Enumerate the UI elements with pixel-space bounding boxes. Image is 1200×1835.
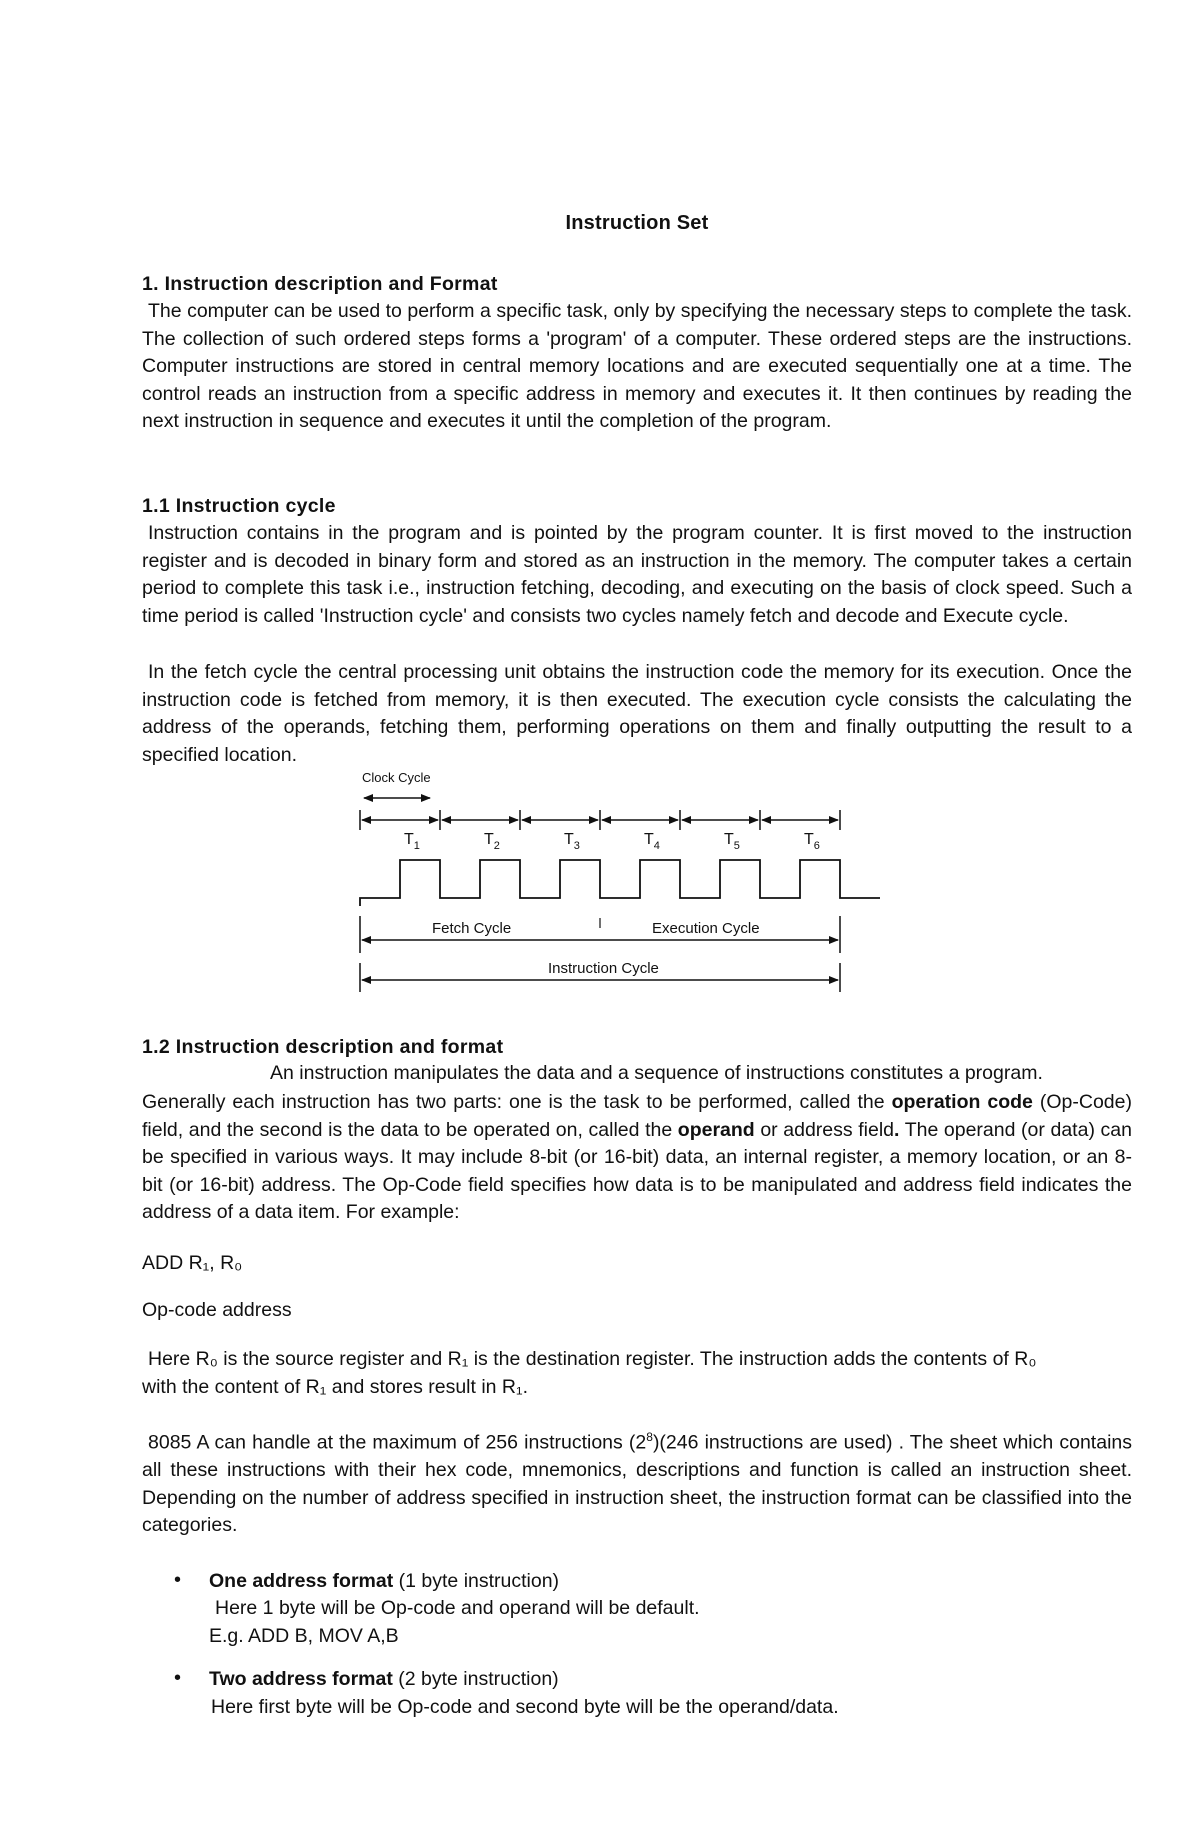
clock-cycle-label: Clock Cycle [362,770,431,785]
t4-label: $T_4$ [644,831,660,852]
t5-label: $T_5$ [724,831,740,852]
section-1-1-paragraph-2: In the fetch cycle the central processing unit obtains the instruction code the memory for its execution. Once the instruction code is fetched from memory, it is then executed. The execution cycle consists the calculating the address of the operands, fetching them, performing operations on them and finally outputting the result to a specified location. [142,661,1132,766]
bullet-marker: • [174,1569,182,1591]
section-1-2-heading: 1.2 Instruction description and format [142,1036,504,1058]
one-address-format-item: One address format (1 byte instruction) [209,1570,560,1592]
one-address-line-1: Here 1 byte will be Op-code and operand will be default. [215,1597,700,1619]
one-address-line-2: E.g. ADD B, MOV A,B [209,1625,399,1647]
instruction-cycle-diagram [352,768,1052,998]
t6-label: $T_6$ [804,831,820,852]
register-explanation-line-1: Here R₀ is the source register and R₁ is the destination register. The instruction adds the contents of R₀ [148,1348,1037,1370]
execution-cycle-label: Execution Cycle [652,920,760,937]
instruction-count-paragraph: 8085 A can handle at the maximum of 256 instructions $(2^8)(246$ instructions are used) . The sheet which contains all these instructions with their hex code, mnemonics, descriptions and function is called an instruction sheet. Depending on the number of address specified in instruction sheet, the instruction format can be classified into the categories. [142,1430,1132,1537]
t-state-arrows [360,810,840,830]
operand-term: operand [677,1118,755,1141]
section-1-heading: 1. Instruction description and Format [142,273,498,295]
fetch-cycle-label: Fetch Cycle [432,920,512,937]
two-address-format-item: Two address format (2 byte instruction) [209,1668,559,1690]
page-title: Instruction Set [565,212,709,234]
opcode-address-line: Op-code address [142,1299,292,1321]
two-address-line-1: Here first byte will be Op-code and second byte will be the operand/data. [211,1696,839,1718]
t1-label: $T_1$ [404,831,420,852]
clock-waveform [360,860,880,906]
example-instruction: ADD R₁, R₀ [142,1252,243,1274]
section-1-2-line-1: An instruction manipulates the data and a sequence of instructions constitutes a program. [270,1062,1043,1084]
t3-label: $T_3$ [564,831,580,852]
register-explanation-line-2: with the content of R₁ and stores result in R₁. [142,1376,529,1398]
t2-label: $T_2$ [484,831,500,852]
section-1-2-paragraph: Generally each instruction has two parts: one is the task to be performed, called the operation code (Op-Code) field, and the second is the data to be operated on, called the operand or address field. The operand (or data) can be specified in various ways. It may include 8-bit (or 16-bit) data, an internal register, a memory location, or an 8-bit (or 16-bit) address. The Op-Code field specifies how data is to be manipulated and address field indicates the address of a data item. For example: [142,1091,1132,1224]
section-1-paragraph: The computer can be used to perform a specific task, only by specifying the necessary steps to complete the task. The collection of such ordered steps forms a 'program' of a computer. These ordered steps are the instructions. Computer instructions are stored in central memory locations and are executed sequentially one at a time. The control reads an instruction from a specific address in memory and executes it. It then continues by reading the next instruction in sequence and executes it until the completion of the program. [142,300,1132,433]
operation-code-term: operation code [891,1091,1033,1113]
bullet-marker: • [174,1667,182,1689]
section-1-1-paragraph-1: Instruction contains in the program and is pointed by the program counter. It is first moved to the instruction register and is decoded in binary form and stored as an instruction in the memory. The computer takes a certain period to complete this task i.e., instruction fetching, decoding, and executing on the basis of clock speed. Such a time period is called 'Instruction cycle' and consists two cycles namely fetch and decode and Execute cycle. [142,522,1132,627]
section-1-1-heading: 1.1 Instruction cycle [142,495,336,517]
instruction-cycle-label: Instruction Cycle [548,960,659,977]
